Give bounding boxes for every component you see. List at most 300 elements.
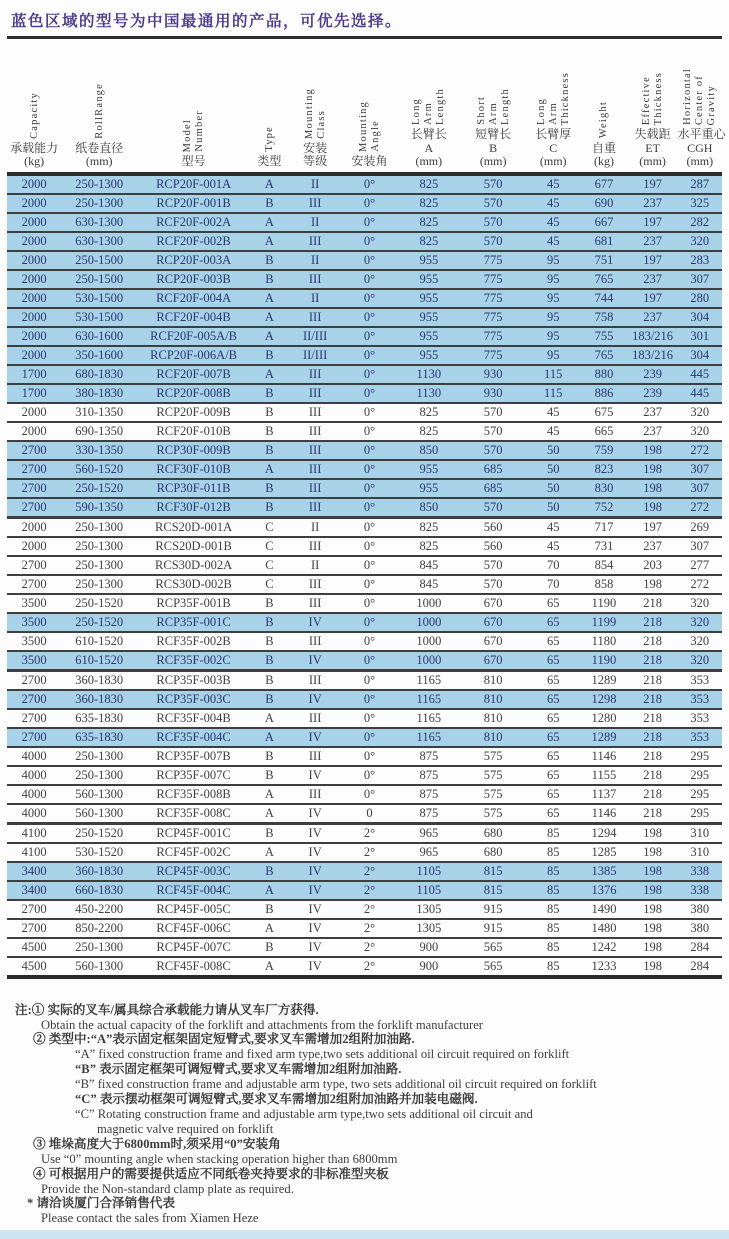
cell-roll-range: 250-1500: [61, 251, 137, 270]
table-row: [7, 460, 722, 479]
cell-capacity: 2700: [7, 460, 61, 479]
cell-long-arm-length: 1105: [397, 881, 460, 900]
cell-long-arm-thickness: 85: [526, 900, 580, 919]
cell-long-arm-length: 1305: [397, 900, 460, 919]
cell-model-number: RCP45F-001C: [137, 823, 250, 843]
cell-cgh: 301: [678, 327, 722, 346]
cell-long-arm-length: 1000: [397, 632, 460, 651]
cell-effective-thickness: 218: [628, 651, 678, 671]
cell-long-arm-length: 955: [397, 479, 460, 498]
cell-long-arm-thickness: 45: [526, 194, 580, 213]
cell-short-arm-length: 570: [460, 498, 526, 518]
cell-type: B: [250, 938, 289, 957]
cell-effective-thickness: 218: [628, 594, 678, 613]
cell-model-number: RCP20F-001A: [137, 174, 250, 194]
cell-roll-range: 530-1520: [61, 843, 137, 862]
cell-weight: 731: [580, 537, 627, 556]
cell-model-number: RCF35F-008C: [137, 804, 250, 824]
cell-capacity: 2700: [7, 728, 61, 747]
table-row: [7, 843, 722, 862]
cell-weight: 886: [580, 384, 627, 403]
header-row: [7, 41, 722, 174]
cell-long-arm-length: 875: [397, 785, 460, 804]
cell-weight: 751: [580, 251, 627, 270]
cell-short-arm-length: 670: [460, 594, 526, 613]
cell-short-arm-length: 575: [460, 804, 526, 824]
table-row: [7, 365, 722, 384]
col-header-mounting-angle: [342, 41, 398, 174]
cell-short-arm-length: 815: [460, 862, 526, 881]
cell-cgh: 272: [678, 441, 722, 460]
cell-roll-range: 560-1300: [61, 957, 137, 977]
cell-roll-range: 250-1520: [61, 823, 137, 843]
cell-capacity: 3400: [7, 862, 61, 881]
cell-model-number: RCF30F-012B: [137, 498, 250, 518]
cell-long-arm-thickness: 70: [526, 556, 580, 575]
cell-long-arm-length: 875: [397, 766, 460, 785]
cell-model-number: RCF45F-002C: [137, 843, 250, 862]
cell-short-arm-length: 775: [460, 270, 526, 289]
cell-long-arm-length: 850: [397, 498, 460, 518]
cell-short-arm-length: 570: [460, 575, 526, 594]
cell-cgh: 445: [678, 384, 722, 403]
col-header-long-arm-thickness: [526, 41, 580, 174]
table-row: [7, 957, 722, 977]
cell-roll-range: 250-1520: [61, 594, 137, 613]
cell-type: B: [250, 632, 289, 651]
cell-weight: 744: [580, 289, 627, 308]
cell-type: B: [250, 498, 289, 518]
cell-cgh: 325: [678, 194, 722, 213]
cell-roll-range: 635-1830: [61, 728, 137, 747]
cell-roll-range: 630-1300: [61, 232, 137, 251]
cell-mounting-class: II: [289, 213, 342, 232]
cell-long-arm-length: 825: [397, 403, 460, 422]
col-header-roll-range: [61, 41, 137, 174]
cell-capacity: 3500: [7, 632, 61, 651]
cell-roll-range: 450-2200: [61, 900, 137, 919]
cell-roll-range: 560-1300: [61, 785, 137, 804]
cell-capacity: 2700: [7, 575, 61, 594]
cell-long-arm-thickness: 45: [526, 213, 580, 232]
col-header-en-model-number: Model Number: [182, 110, 206, 153]
cell-mounting-angle: 0°: [342, 441, 398, 460]
table-row: [7, 403, 722, 422]
cell-long-arm-thickness: 50: [526, 460, 580, 479]
cell-mounting-class: II: [289, 517, 342, 537]
cell-type: B: [250, 594, 289, 613]
cell-type: A: [250, 213, 289, 232]
cell-long-arm-thickness: 65: [526, 613, 580, 632]
col-header-model-number: [137, 41, 250, 174]
cell-short-arm-length: 670: [460, 632, 526, 651]
cell-mounting-angle: 2°: [342, 900, 398, 919]
cell-long-arm-length: 845: [397, 556, 460, 575]
cell-cgh: 307: [678, 270, 722, 289]
col-header-en-capacity: Capacity: [28, 91, 40, 139]
cell-model-number: RCS20D-001B: [137, 537, 250, 556]
cell-long-arm-thickness: 65: [526, 670, 580, 690]
cell-effective-thickness: 198: [628, 460, 678, 479]
cell-mounting-angle: 0°: [342, 422, 398, 441]
cell-capacity: 2700: [7, 556, 61, 575]
cell-roll-range: 380-1830: [61, 384, 137, 403]
col-header-zh-effective-thickness: 失载距 ET (mm): [634, 127, 671, 169]
cell-long-arm-length: 1165: [397, 709, 460, 728]
col-header-en-weight: Weight: [598, 101, 610, 139]
cell-mounting-class: III: [289, 747, 342, 766]
cell-long-arm-thickness: 85: [526, 881, 580, 900]
cell-long-arm-length: 850: [397, 441, 460, 460]
cell-model-number: RCP30F-009B: [137, 441, 250, 460]
cell-cgh: 304: [678, 308, 722, 327]
cell-short-arm-length: 570: [460, 422, 526, 441]
table-row: [7, 270, 722, 289]
cell-model-number: RCP35F-007C: [137, 766, 250, 785]
cell-weight: 667: [580, 213, 627, 232]
cell-cgh: 304: [678, 346, 722, 365]
cell-cgh: 307: [678, 460, 722, 479]
cell-cgh: 272: [678, 498, 722, 518]
cell-weight: 854: [580, 556, 627, 575]
cell-long-arm-thickness: 95: [526, 308, 580, 327]
cell-long-arm-thickness: 85: [526, 957, 580, 977]
cell-weight: 677: [580, 174, 627, 194]
cell-effective-thickness: 237: [628, 194, 678, 213]
cell-type: B: [250, 862, 289, 881]
cell-capacity: 1700: [7, 384, 61, 403]
note-line: * 请洽谈厦门合泽销售代表: [27, 1196, 175, 1211]
cell-effective-thickness: 197: [628, 251, 678, 270]
cell-effective-thickness: 218: [628, 747, 678, 766]
table-row: [7, 651, 722, 671]
table-row: [7, 804, 722, 824]
cell-short-arm-length: 775: [460, 346, 526, 365]
cell-cgh: 307: [678, 537, 722, 556]
table-row: [7, 709, 722, 728]
cell-model-number: RCF20F-007B: [137, 365, 250, 384]
cell-cgh: 445: [678, 365, 722, 384]
cell-capacity: 2000: [7, 232, 61, 251]
col-header-en-type: Type: [263, 126, 275, 153]
cell-roll-range: 250-1300: [61, 517, 137, 537]
cell-roll-range: 250-1300: [61, 174, 137, 194]
cell-long-arm-length: 955: [397, 308, 460, 327]
cell-mounting-angle: 0°: [342, 308, 398, 327]
cell-long-arm-length: 955: [397, 327, 460, 346]
cell-model-number: RCF20F-005A/B: [137, 327, 250, 346]
cell-long-arm-thickness: 95: [526, 270, 580, 289]
cell-long-arm-length: 900: [397, 938, 460, 957]
cell-long-arm-thickness: 50: [526, 441, 580, 460]
cell-mounting-angle: 0°: [342, 728, 398, 747]
cell-weight: 1190: [580, 651, 627, 671]
cell-long-arm-length: 955: [397, 460, 460, 479]
cell-mounting-class: II: [289, 174, 342, 194]
cell-capacity: 4000: [7, 766, 61, 785]
cell-mounting-class: IV: [289, 843, 342, 862]
cell-effective-thickness: 237: [628, 232, 678, 251]
cell-type: A: [250, 843, 289, 862]
cell-roll-range: 250-1520: [61, 479, 137, 498]
cell-long-arm-length: 1130: [397, 384, 460, 403]
cell-long-arm-thickness: 95: [526, 251, 580, 270]
table-row: [7, 441, 722, 460]
cell-type: A: [250, 804, 289, 824]
cell-mounting-class: IV: [289, 881, 342, 900]
cell-short-arm-length: 570: [460, 213, 526, 232]
cell-mounting-angle: 2°: [342, 919, 398, 938]
cell-long-arm-thickness: 45: [526, 232, 580, 251]
cell-mounting-angle: 2°: [342, 843, 398, 862]
cell-weight: 759: [580, 441, 627, 460]
cell-effective-thickness: 218: [628, 766, 678, 785]
cell-type: B: [250, 690, 289, 709]
cell-mounting-angle: 0°: [342, 194, 398, 213]
cell-mounting-class: III: [289, 308, 342, 327]
cell-weight: 1199: [580, 613, 627, 632]
cell-long-arm-thickness: 45: [526, 422, 580, 441]
cell-capacity: 3500: [7, 594, 61, 613]
cell-mounting-class: III: [289, 575, 342, 594]
cell-weight: 1190: [580, 594, 627, 613]
cell-cgh: 310: [678, 823, 722, 843]
cell-long-arm-thickness: 65: [526, 747, 580, 766]
cell-mounting-angle: 0°: [342, 785, 398, 804]
cell-roll-range: 635-1830: [61, 709, 137, 728]
cell-effective-thickness: 198: [628, 575, 678, 594]
cell-long-arm-length: 955: [397, 289, 460, 308]
cell-capacity: 2700: [7, 919, 61, 938]
cell-mounting-class: IV: [289, 651, 342, 671]
cell-cgh: 307: [678, 479, 722, 498]
cell-long-arm-thickness: 65: [526, 709, 580, 728]
cell-type: A: [250, 919, 289, 938]
cell-type: B: [250, 441, 289, 460]
cell-type: C: [250, 575, 289, 594]
cell-long-arm-length: 1165: [397, 670, 460, 690]
cell-capacity: 2700: [7, 498, 61, 518]
cell-long-arm-length: 825: [397, 232, 460, 251]
cell-effective-thickness: 237: [628, 270, 678, 289]
cell-weight: 765: [580, 346, 627, 365]
cell-long-arm-length: 1105: [397, 862, 460, 881]
cell-mounting-angle: 0°: [342, 479, 398, 498]
cell-effective-thickness: 198: [628, 843, 678, 862]
col-header-zh-mounting-class: 安装 等级: [303, 140, 328, 169]
cell-roll-range: 310-1350: [61, 403, 137, 422]
cell-roll-range: 630-1600: [61, 327, 137, 346]
col-header-zh-cgh: 水平重心 CGH (mm): [677, 127, 726, 169]
note-line: “B” 表示固定框架可调短臂式,要求叉车需增加2组附加油路.: [75, 1062, 402, 1077]
cell-short-arm-length: 570: [460, 194, 526, 213]
cell-roll-range: 530-1500: [61, 289, 137, 308]
table-row: [7, 823, 722, 843]
cell-roll-range: 250-1300: [61, 747, 137, 766]
title-rule: [7, 36, 722, 39]
cell-model-number: RCP20F-001B: [137, 194, 250, 213]
cell-cgh: 353: [678, 670, 722, 690]
note-line: Use “0” mounting angle when stacking operation higher than 6800mm: [41, 1151, 398, 1166]
cell-long-arm-length: 825: [397, 213, 460, 232]
col-header-en-mounting-class: Mounting Class: [303, 87, 327, 139]
cell-mounting-angle: 0°: [342, 289, 398, 308]
cell-model-number: RCP20F-009B: [137, 403, 250, 422]
cell-weight: 717: [580, 517, 627, 537]
cell-weight: 758: [580, 308, 627, 327]
note-line: Please contact the sales from Xiamen Heze: [41, 1211, 259, 1226]
table-row: [7, 289, 722, 308]
cell-mounting-class: IV: [289, 957, 342, 977]
cell-model-number: RCF20F-004B: [137, 308, 250, 327]
cell-long-arm-length: 875: [397, 804, 460, 824]
cell-weight: 1289: [580, 728, 627, 747]
cell-model-number: RCF35F-008B: [137, 785, 250, 804]
cell-capacity: 2700: [7, 690, 61, 709]
cell-model-number: RCP20F-003B: [137, 270, 250, 289]
cell-long-arm-thickness: 65: [526, 651, 580, 671]
table-row: [7, 690, 722, 709]
cell-short-arm-length: 775: [460, 289, 526, 308]
cell-cgh: 320: [678, 632, 722, 651]
cell-type: B: [250, 422, 289, 441]
cell-short-arm-length: 775: [460, 251, 526, 270]
cell-short-arm-length: 560: [460, 537, 526, 556]
cell-weight: 1180: [580, 632, 627, 651]
cell-capacity: 2000: [7, 194, 61, 213]
cell-cgh: 282: [678, 213, 722, 232]
cell-weight: 765: [580, 270, 627, 289]
cell-model-number: RCF20F-002B: [137, 232, 250, 251]
cell-long-arm-length: 825: [397, 517, 460, 537]
cell-type: A: [250, 174, 289, 194]
cell-long-arm-length: 1000: [397, 594, 460, 613]
cell-effective-thickness: 237: [628, 403, 678, 422]
note-line: “B” fixed construction frame and adjustable arm type, two sets additional oil circuit required on forklift: [75, 1077, 597, 1092]
cell-effective-thickness: 237: [628, 422, 678, 441]
cell-cgh: 320: [678, 403, 722, 422]
cell-long-arm-thickness: 65: [526, 804, 580, 824]
col-header-type: [250, 41, 289, 174]
cell-mounting-class: IV: [289, 766, 342, 785]
cell-capacity: 2000: [7, 289, 61, 308]
cell-mounting-class: IV: [289, 804, 342, 824]
cell-effective-thickness: 183/216: [628, 346, 678, 365]
cell-effective-thickness: 203: [628, 556, 678, 575]
cell-mounting-angle: 0°: [342, 232, 398, 251]
cell-effective-thickness: 197: [628, 517, 678, 537]
cell-capacity: 3500: [7, 651, 61, 671]
cell-capacity: 2000: [7, 270, 61, 289]
cell-mounting-angle: 0°: [342, 346, 398, 365]
cell-roll-range: 610-1520: [61, 632, 137, 651]
cell-effective-thickness: 198: [628, 957, 678, 977]
cell-mounting-class: II: [289, 251, 342, 270]
cell-mounting-class: IV: [289, 823, 342, 843]
cell-model-number: RCF30F-010B: [137, 460, 250, 479]
cell-short-arm-length: 680: [460, 823, 526, 843]
cell-roll-range: 250-1300: [61, 556, 137, 575]
note-line: “C” 表示摆动框架可调短臂式,要求叉车需增加2组附加油路并加装电磁阀.: [75, 1092, 478, 1107]
cell-long-arm-length: 1165: [397, 728, 460, 747]
table-row: [7, 327, 722, 346]
col-header-weight: [580, 41, 627, 174]
cell-long-arm-length: 825: [397, 174, 460, 194]
cell-long-arm-thickness: 65: [526, 690, 580, 709]
cell-roll-range: 330-1350: [61, 441, 137, 460]
cell-mounting-class: II/III: [289, 327, 342, 346]
spec-table: [7, 41, 726, 979]
cell-cgh: 283: [678, 251, 722, 270]
cell-weight: 690: [580, 194, 627, 213]
cell-short-arm-length: 575: [460, 747, 526, 766]
table-row: [7, 479, 722, 498]
col-header-mounting-class: [289, 41, 342, 174]
cell-model-number: RCF20F-004A: [137, 289, 250, 308]
cell-mounting-class: III: [289, 441, 342, 460]
cell-mounting-class: III: [289, 365, 342, 384]
cell-mounting-angle: 0°: [342, 327, 398, 346]
note-line: Obtain the actual capacity of the forklift and attachments from the forklift manufacturer: [41, 1017, 483, 1032]
cell-type: B: [250, 479, 289, 498]
cell-cgh: 310: [678, 843, 722, 862]
cell-effective-thickness: 198: [628, 938, 678, 957]
cell-long-arm-length: 1000: [397, 651, 460, 671]
cell-cgh: 320: [678, 594, 722, 613]
cell-long-arm-thickness: 45: [526, 174, 580, 194]
cell-short-arm-length: 775: [460, 308, 526, 327]
cell-model-number: RCS30D-002B: [137, 575, 250, 594]
cell-capacity: 2700: [7, 900, 61, 919]
table-row: [7, 766, 722, 785]
cell-capacity: 4000: [7, 747, 61, 766]
cell-capacity: 2000: [7, 327, 61, 346]
cell-mounting-class: III: [289, 384, 342, 403]
cell-roll-range: 610-1520: [61, 651, 137, 671]
table-row: [7, 881, 722, 900]
cell-roll-range: 250-1500: [61, 270, 137, 289]
cell-type: B: [250, 823, 289, 843]
cell-weight: 1137: [580, 785, 627, 804]
cell-type: B: [250, 270, 289, 289]
cell-mounting-class: II: [289, 556, 342, 575]
cell-capacity: 2700: [7, 670, 61, 690]
cell-long-arm-thickness: 115: [526, 384, 580, 403]
cell-type: B: [250, 403, 289, 422]
cell-effective-thickness: 218: [628, 670, 678, 690]
table-row: [7, 498, 722, 518]
cell-model-number: RCP45F-007C: [137, 938, 250, 957]
cell-type: B: [250, 251, 289, 270]
cell-short-arm-length: 565: [460, 957, 526, 977]
table-row: [7, 613, 722, 632]
cell-long-arm-length: 955: [397, 346, 460, 365]
cell-model-number: RCF35F-004B: [137, 709, 250, 728]
cell-weight: 1280: [580, 709, 627, 728]
cell-model-number: RCF35F-002C: [137, 651, 250, 671]
cell-effective-thickness: 198: [628, 900, 678, 919]
table-row: [7, 632, 722, 651]
cell-mounting-angle: 0°: [342, 747, 398, 766]
table-header: [7, 41, 726, 174]
cell-short-arm-length: 685: [460, 479, 526, 498]
cell-weight: 681: [580, 232, 627, 251]
cell-cgh: 353: [678, 690, 722, 709]
cell-cgh: 320: [678, 232, 722, 251]
cell-model-number: RCP35F-001B: [137, 594, 250, 613]
cell-long-arm-thickness: 115: [526, 365, 580, 384]
cell-type: B: [250, 766, 289, 785]
